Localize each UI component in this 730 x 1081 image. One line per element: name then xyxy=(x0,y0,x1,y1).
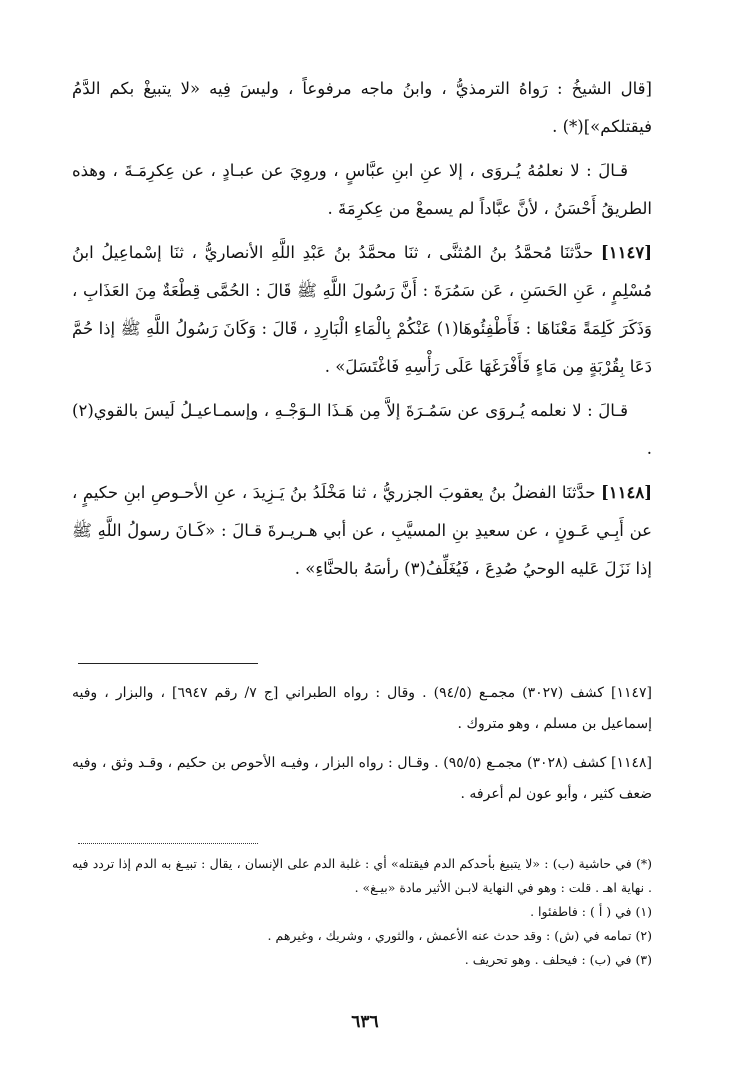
notes-divider xyxy=(78,843,258,844)
reference-text: كشف (٣٠٢٧) مجمـع (٩٤/٥) . وقال : رواه الطبراني [ج ٧/ رقم ٦٩٤٧] ، والبزار ، وفيه إسماعيل بن مسلم ، وهو متروك . xyxy=(72,685,652,732)
hadith-number: [١١٤٧] xyxy=(600,243,652,262)
hadith-text: حدَّثنَا مُحمَّدُ بنُ المُثنَّى ، ثنَا محمَّدُ بنُ عَبْدِ اللَّهِ الأنصاريُّ ، ثنَا إسْماعِيلُ ابنُ مُسْلِمٍ ، عَنِ الحَسَنِ ، عَن سَمُرَةَ : أَنَّ رَسُولَ اللَّهِ ﷺ قَالَ : الحُمَّى قِطْعَةٌ مِنَ العَذَابِ ، وَذَكَرَ كَلِمَةً مَعْنَاهَا : فَأَطْفِئُوهَا(١) عَنْكُمْ بِالْمَاءِ الْبَارِدِ ، قَالَ : وَكَانَ رَسُولُ اللَّهِ ﷺ إذا حُمَّ دَعَا بِقُرْبَةٍ مِن مَاءٍ فَأَفْرَغَهَا عَلَى رَأْسِهِ فَاغْتَسَلَ» . xyxy=(72,243,652,376)
reference-1148 xyxy=(72,748,652,810)
paragraph-commentary-2 xyxy=(72,392,652,468)
note-2 xyxy=(72,924,652,948)
note-marker: (*) xyxy=(635,856,652,871)
notes-section xyxy=(72,852,652,972)
note-star xyxy=(72,852,652,900)
reference-text: كشف (٣٠٢٨) مجمـع (٩٥/٥) . وقـال : رواه البزار ، وفيـه الأحوص بن حكيم ، وقـد وثق ، وفيه ضعف كثير ، وأبو عون لم أعرفه . xyxy=(72,755,652,802)
note-text: في حاشية (ب) : «لا يتبيغ بأحدكم الدم فيقتله» أي : غلبة الدم على الإنسان ، يقال : تبيـغ به الدم إذا تردد فيه . نهاية اهـ . قلت : وهو في النهاية لابـن الأثير مادة «بيـغ» . xyxy=(72,856,652,895)
references-section xyxy=(72,678,652,818)
paragraph-text: قـالَ : لا نعلمُهُ يُـروَى ، إلا عنِ ابنِ عبَّاسٍ ، وروِيَ عن عبـادٍ ، عن عِكرِمَـةَ ، وهذه الطريقُ أَحْسَنُ ، لأنَّ عبَّاداً لم يسمعْ من عِكرِمَةَ . xyxy=(72,161,652,218)
reference-1147 xyxy=(72,678,652,740)
paragraph-text: قـالَ : لا نعلمه يُـروَى عن سَمُـرَةَ إلاَّ مِن هَـذَا الـوَجْـهِ ، وإسمـاعيـلُ لَيسَ بالقوي(٢) . xyxy=(72,401,652,458)
reference-number: [١١٤٧] xyxy=(610,685,652,701)
hadith-1147 xyxy=(72,234,652,386)
paragraph-sheikh-note xyxy=(72,70,652,146)
note-text: في (ب) : فيحلف . وهو تحريف . xyxy=(464,952,632,967)
footnote-divider xyxy=(78,663,258,664)
hadith-1148 xyxy=(72,474,652,588)
paragraph-text: [قال الشيخُ : رَواهُ الترمذيُّ ، وابنُ ماجه مرفوعاً ، وليسَ فِيه «لا يتبيغْ بكم الدَّمُ فيقتلكم»](*) . xyxy=(72,79,652,136)
reference-number: [١١٤٨] xyxy=(611,755,653,771)
note-text: في ( أ ) : فاطفئوا . xyxy=(530,904,632,919)
note-3 xyxy=(72,948,652,972)
main-text xyxy=(72,70,652,594)
page-number: ٦٣٦ xyxy=(351,1012,379,1032)
note-text: تمامه في (ش) : وقد حدث عنه الأعمش ، والثوري ، وشريك ، وغيرهم . xyxy=(267,928,632,943)
note-marker: (٣) xyxy=(635,952,652,967)
hadith-number: [١١٤٨] xyxy=(600,483,653,502)
note-1 xyxy=(72,900,652,924)
note-marker: (١) xyxy=(635,904,652,919)
paragraph-commentary-1 xyxy=(72,152,652,228)
hadith-text: حدَّثنَا الفضلُ بنُ يعقوبَ الجزريُّ ، ثنا مَخْلَدُ بنُ يَـزِيدَ ، عنِ الأحـوصِ ابنِ حكيمٍ ، عن أَبِـي عَـونٍ ، عن سعيدِ بنِ المسيَّبِ ، عن أبي هـريـرةَ قـالَ : «كَـانَ رسولُ اللَّهِ ﷺ إذا نَزَلَ عَليه الوحيُ صُدِعَ ، فَيُغَلِّفُ(٣) رأسَهُ بالحنَّاءِ» . xyxy=(72,483,652,578)
note-marker: (٢) xyxy=(635,928,652,943)
